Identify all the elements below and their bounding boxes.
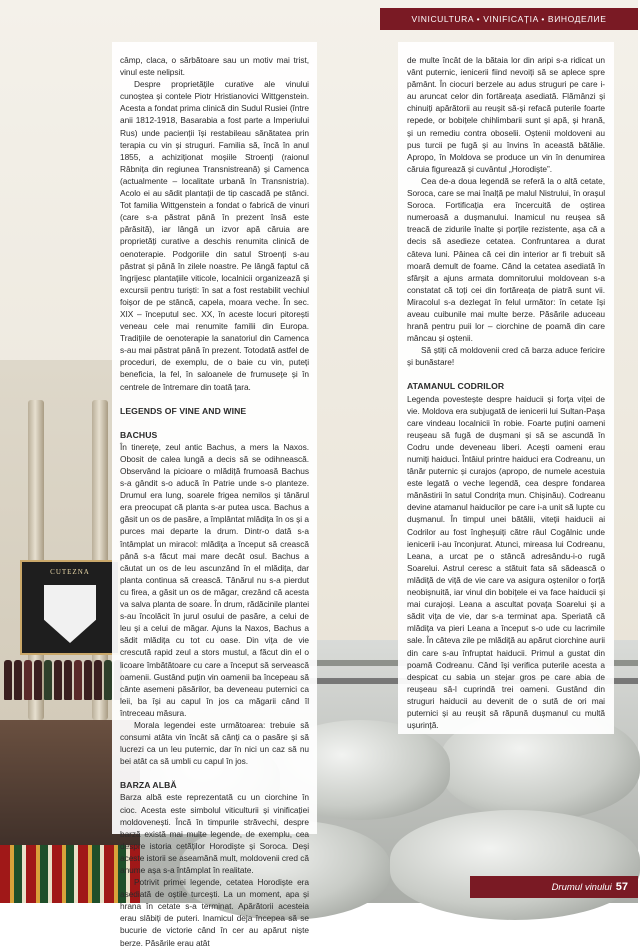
paragraph: În tinerețe, zeul antic Bachus, a mers la Naxos. Obosit de calea lungă a decis să se odihnească. Observând la picioare o mlădiță frumoasă Bachus s-a gândit s-o aducă în Patrie unde s-o planteze. Drumul era lung, soarele frigea nemilos și tânărul era preocupat că planta s-ar putea usca. Bachus a găsit un os de pasăre, a împlântat mlădița în os și a purces mai departe la drum. Dintr-o dată s-a întâmplat un miracol: mlădița a început să crească până s-a făcut mai mare decât osul. Bachus a căutat un os de leu ascunzând în el mlădița, dar planta continua să crească. Tânărul nu s-a pierdut cu firea, a găsit un os de măgar, crezând că acesta va salva planta de soare. În drum, rădăcinile plantei s-au încolăcit în jurul osului de pasăre, a celui de leu și a celui de măgar. Ajuns la Naxos, Bachus a sădit mlădița cu tot cu oase. Din vița de vie crescută rapid zeul a stors mustul, a făcut din el o licoare îmbătătoare cu care a început să servească oamenii. Gustând puțin vin oamenii ba începeau să cânte asemeni păsărilor, ba deveneau puternici ca leii, ba își au capul în jos ca măgarii când îl întreceau măsura.: [120, 441, 309, 718]
paragraph: Cea de-a doua legendă se referă la o altă cetate, Soroca, care se mai înalță pe malul Nistrului, în orașul Soroca. Fortificația era încercuită de oștirea numeroasă a dușmanului. Inamicul nu reușea să treacă de zidurile înalte și porțile rezistente, așa că a decis să asedieze cetatea. Confruntarea a durat câteva luni. Pâinea că cei din interior ar fi trebuit să moară demult de foame. Când la cetatea asediată în sfârșit a ajuns armata domnitorului moldovean s-a constatat că toți cei din fortăreața de piatră sunt vii. Miracolul s-a dezlegat în felul următor: în cetate își aveau cuibunile mai multe berze. Păsările aduceau hrană pentru puii lor – ciorchine de poamă din care mâncau și oștenii.: [407, 175, 605, 344]
section-title: VINICULTURA • VINIFICAȚIA • ВИНОДЕЛИЕ: [411, 14, 607, 24]
page-number: 57: [615, 881, 628, 893]
section-heading: LEGENDS OF VINE AND WINE: [120, 405, 247, 416]
section-heading: BARZA ALBĂ: [120, 780, 177, 791]
paragraph: Legenda povestește despre haiducii și forța viței de vie. Moldova era subjugată de ienicerii lui Sultan-Pașa care vindeau localnicii în robie. Foarte puțini oameni reușeau să fugă de dușmani și să se ascundă în Codru unde deveneau liberi. Acești oameni erau numiți haiduci. Întâiul printre haiduci era Codreanu, un tânăr puternic și curajos (apropo, de numele acestuia este legată o veche legendă, cea despre fondarea mănăstirii în satul Condrița mun. Chișinău). Codreanu devine atamanul haiducilor pe care i-a unit să lupte cu dușmanul. În timpul unei bătălii, viteții haiducii ai Codrilor au fost îngheșuiți către râul Cogâlnic unde ienicerii i-au înconjurat. Atunci, mireasa lui Codreanu, Leana, a urcat pe o stâncă adresându-i-o rugă Soarelui. Astrul ceresc a stătuit fata să sădească o mlădiță de viță de vie care va asigura oștenilor o forță neobișnuită, iar vinul din bobițele ei va face haiducii și mai curajoși. Leana a ascultat povața Soarelui și a sădit vița de vie, dar s-a terminat apa. Speriată că mlădița va pieri Leana a început s-o ude cu lacrimile sale. În câteva zile pe mlădiță au apărut ciorchine aurii din care s-au înfruptat haiducii. Primul a gustat din poamă Codreanu. Când își verifica puterile acesta a despicat cu sabia un stejar gros pe care abia de reușeau să-l cuprindă trei oameni. Gustând din struguri haiducii au devenit de o sută de ori mai puternici și au reușit să răpună dușmanul cu multă ușurință.: [407, 393, 605, 731]
text-column-right: [398, 42, 614, 734]
photo-banner-text: CUTEZNA: [50, 568, 90, 576]
paragraph: Morala legendei este următoarea: trebuie să consumi atâta vin încât să cânți ca o pasăre și să lucrezi ca un leu puternic, dar în nici un caz să nu bei atât ca să umbli cu capul în jos.: [120, 719, 309, 767]
section-heading: BACHUS: [120, 429, 158, 440]
paragraph: Să știți că moldovenii cred că barza aduce fericire și bunăstare!: [407, 345, 605, 368]
text-column-left: [112, 42, 317, 948]
section-heading: ATAMANUL CODRILOR: [407, 381, 505, 392]
section-header: [380, 8, 638, 30]
paragraph: Despre proprietățile curative ale vinului cunoștea și contele Piotr Hristianovici Wittgenstein. Acesta a fondat prima clinică din Sudul Rusiei (între anii 1812-1918, Basarabia a fost parte a Imperiului Rus) unde pacienții își restabileau sănătatea prin terapia cu vin și struguri. Familia să, încă în anul 1855, a achiziționat moșiile Stroenți (raionul Râbnița din regiunea Transnistreană) și Camenca (actualmente – localitate urbană în Transnistria). Acolo ei au sădit plantații de tip cascadă pe stânci. Tot familia Wittgenstein a fondat o fabrică de vinuri (care s-a păstrat până în prezent însă este părăsită), iar lângă un izvor apă căruia are proprietăți curative a deschis renumita clinică de oenoterapie. Podgoriile din satul Stroenți s-au păstrat și până în zilele noastre. Pe lângă faptul că îngrijesc plantațiile viticole, localnicii organizează și excursii pentru turiști: în sat a fost restabilit vechiul foișor de pe stâncă, capela, moara veche. În sec. XIX – începutul sec. XX, în aceste locuri pitorești veneau cele mai renumite familii din Europa. Tradițiile de oenoterapie la sanatoriul din Camenca s-au mai păstrat până în prezent. Totodată astfel de proceduri, de exemplu, de o baie cu vin, puteți beneficia, la fel, în saloanele de frumusețe și în centrele de întremare din toată țara.: [120, 79, 309, 392]
photo-carpet: [0, 845, 140, 903]
paragraph: Potrivit primei legende, cetatea Horodiște era asediată de oștile turcești. La un moment, apa și hrana în cetate s-a terminat. Apărătorii acesteia erau slăbiți de puteri. Inamicul deja începea să se bucurie de victorie când în cer au apărut niște berze. Păsările erau atât: [120, 877, 309, 948]
paragraph: Barza albă este reprezentată cu un ciorchine în cioc. Acesta este simbolul viticulturii și vinificației moldovenești. Încă în timpurile străvechi, despre barză există mai multe legende, de exemplu, cea despre istoria cetăților Horodiște și Soroca. Deși aceste istorii se aseamănă mult, moldovenii cred că anume așa s-a întâmplat în realitate.: [120, 792, 309, 875]
magazine-name: Drumul vinului: [551, 881, 612, 893]
page-footer: [470, 876, 638, 898]
paragraph: de multe încât de la bătaia lor din aripi s-a ridicat un vânt puternic, ienicerii fiind nevoiți să se aplece spre pământ. În ciocuri berzele au adus struguri pe care i-au aruncat celor din fortăreața asediată. Flămânzi și chinuiți apărătorii au reușit să-și refacă puterile foarte repede, or bobițele chihlimbarii sunt și apă, și hrană, și un remediu contra oboselii. Oștenii moldoveni au pus turcii pe fugă și au învins în această bătălie. Apropo, în Moldova se produce un vin în denumirea căruia figurează și cuvântul „Horodiște”.: [407, 55, 605, 174]
paragraph: câmp, claca, o sărbătoare sau un motiv mai trist, vinul este nelipsit.: [120, 55, 309, 78]
